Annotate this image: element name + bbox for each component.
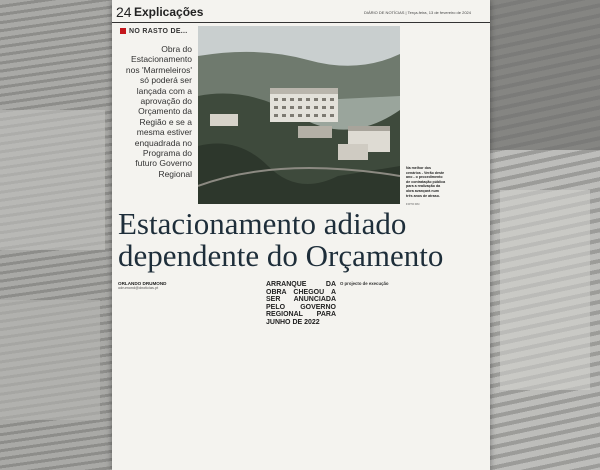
byline-email: odrumond@dnoticias.pt	[118, 286, 159, 291]
headline-line-1: Estacionamento adiado	[118, 206, 407, 241]
pull-quote: ARRANQUE DA OBRA CHEGOU A SER ANUNCIADA PELO GOVERNO REGIONAL PARA JUNHO DE 2022	[266, 281, 336, 326]
kicker	[120, 28, 188, 35]
byline: ORLANDO DRUMOND	[118, 281, 167, 286]
page-number: 24	[116, 4, 132, 20]
kicker-text: NO RASTO DE...	[129, 28, 188, 35]
photo-caption: Na melhor dos cenários - Verão deste ano - o procedimento de contratação pública para a realização da obra avançará num três anos de atraso.	[406, 166, 446, 198]
article-column-4	[340, 281, 410, 286]
background-newspaper-left	[0, 0, 112, 470]
newspaper-page	[112, 0, 490, 470]
headline	[118, 208, 478, 272]
section-title: Explicações	[134, 5, 204, 19]
running-header	[112, 4, 490, 23]
paper-dateline: DIÁRIO DE NOTÍCIAS | Terça-feira, 13 de fevereiro de 2024	[364, 10, 472, 15]
kicker-marker	[120, 28, 126, 34]
photo-credit: FOTO DN	[406, 202, 420, 206]
hospital-aerial-photo	[198, 26, 400, 204]
article-column-3	[266, 281, 336, 331]
background-newspaper-right	[490, 0, 600, 470]
headline-line-2: dependente do Orçamento	[118, 238, 444, 273]
article-deck: Obra do Estacionamento nos 'Marmeleiros' só poderá ser lançada com a aprovação do Orçamento da Região e se a mesma estiver enquadrada no Programa do futuro Governo Regional	[125, 44, 192, 179]
article-subhead: O projecto de execução	[340, 281, 389, 286]
article-column-1	[118, 281, 188, 294]
